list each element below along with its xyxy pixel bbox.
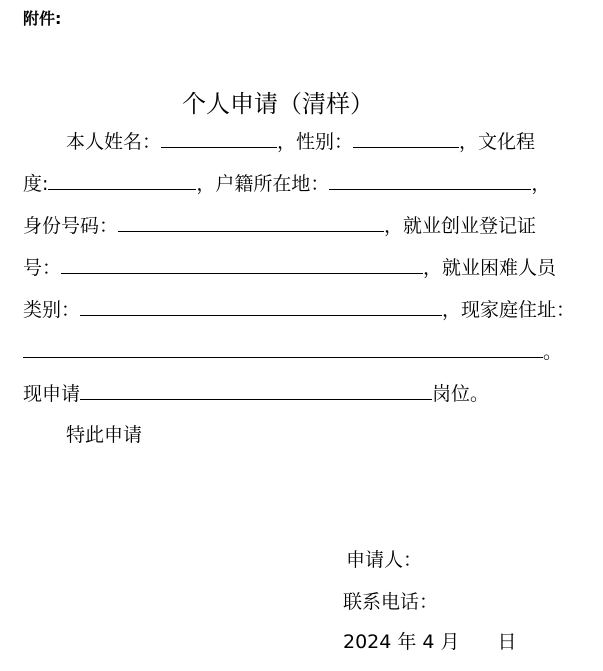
applicant-label: 申请人： — [346, 549, 423, 571]
form-line-6 — [23, 337, 562, 367]
form-line-2 — [23, 169, 550, 199]
education-label-start: ，文化程 — [459, 131, 536, 153]
registration-label-start: ，就业创业登记证 — [384, 215, 537, 237]
form-line-7 — [23, 379, 489, 409]
name-blank — [161, 127, 277, 148]
name-label: 本人姓名： — [66, 131, 162, 153]
hardship-label-start: ，就业困难人员 — [423, 257, 557, 279]
apply-prefix: 现申请 — [23, 383, 81, 405]
gender-blank — [353, 127, 459, 148]
form-line-1 — [66, 127, 535, 157]
position-blank — [80, 379, 432, 400]
contact-label: 联系电话： — [343, 591, 439, 613]
hardship-blank — [80, 295, 442, 316]
apply-suffix: 岗位。 — [432, 383, 490, 405]
form-line-3 — [23, 211, 536, 241]
id-number-blank — [118, 211, 384, 232]
date-line: 2024 年 4 月 日 — [343, 631, 517, 653]
closing-text: 特此申请 — [66, 424, 143, 446]
page-title: 个人申请（清样） — [182, 90, 374, 118]
registration-blank — [61, 253, 423, 274]
gender-label: ，性别： — [277, 131, 354, 153]
attachment-label: 附件: — [23, 9, 62, 28]
hukou-blank — [329, 169, 531, 190]
registration-label-end: 号： — [23, 257, 62, 279]
id-number-label: 身份号码： — [23, 215, 119, 237]
hukou-label: ，户籍所在地： — [196, 173, 330, 195]
address-blank — [23, 337, 543, 358]
education-blank — [48, 169, 196, 190]
line6-period: 。 — [543, 341, 563, 363]
education-label-end: 度: — [23, 173, 49, 195]
form-line-4 — [23, 253, 556, 283]
line2-comma: ， — [531, 173, 551, 195]
address-label: ，现家庭住址： — [442, 299, 576, 321]
form-line-5 — [23, 295, 575, 325]
hardship-label-end: 类别： — [23, 299, 81, 321]
